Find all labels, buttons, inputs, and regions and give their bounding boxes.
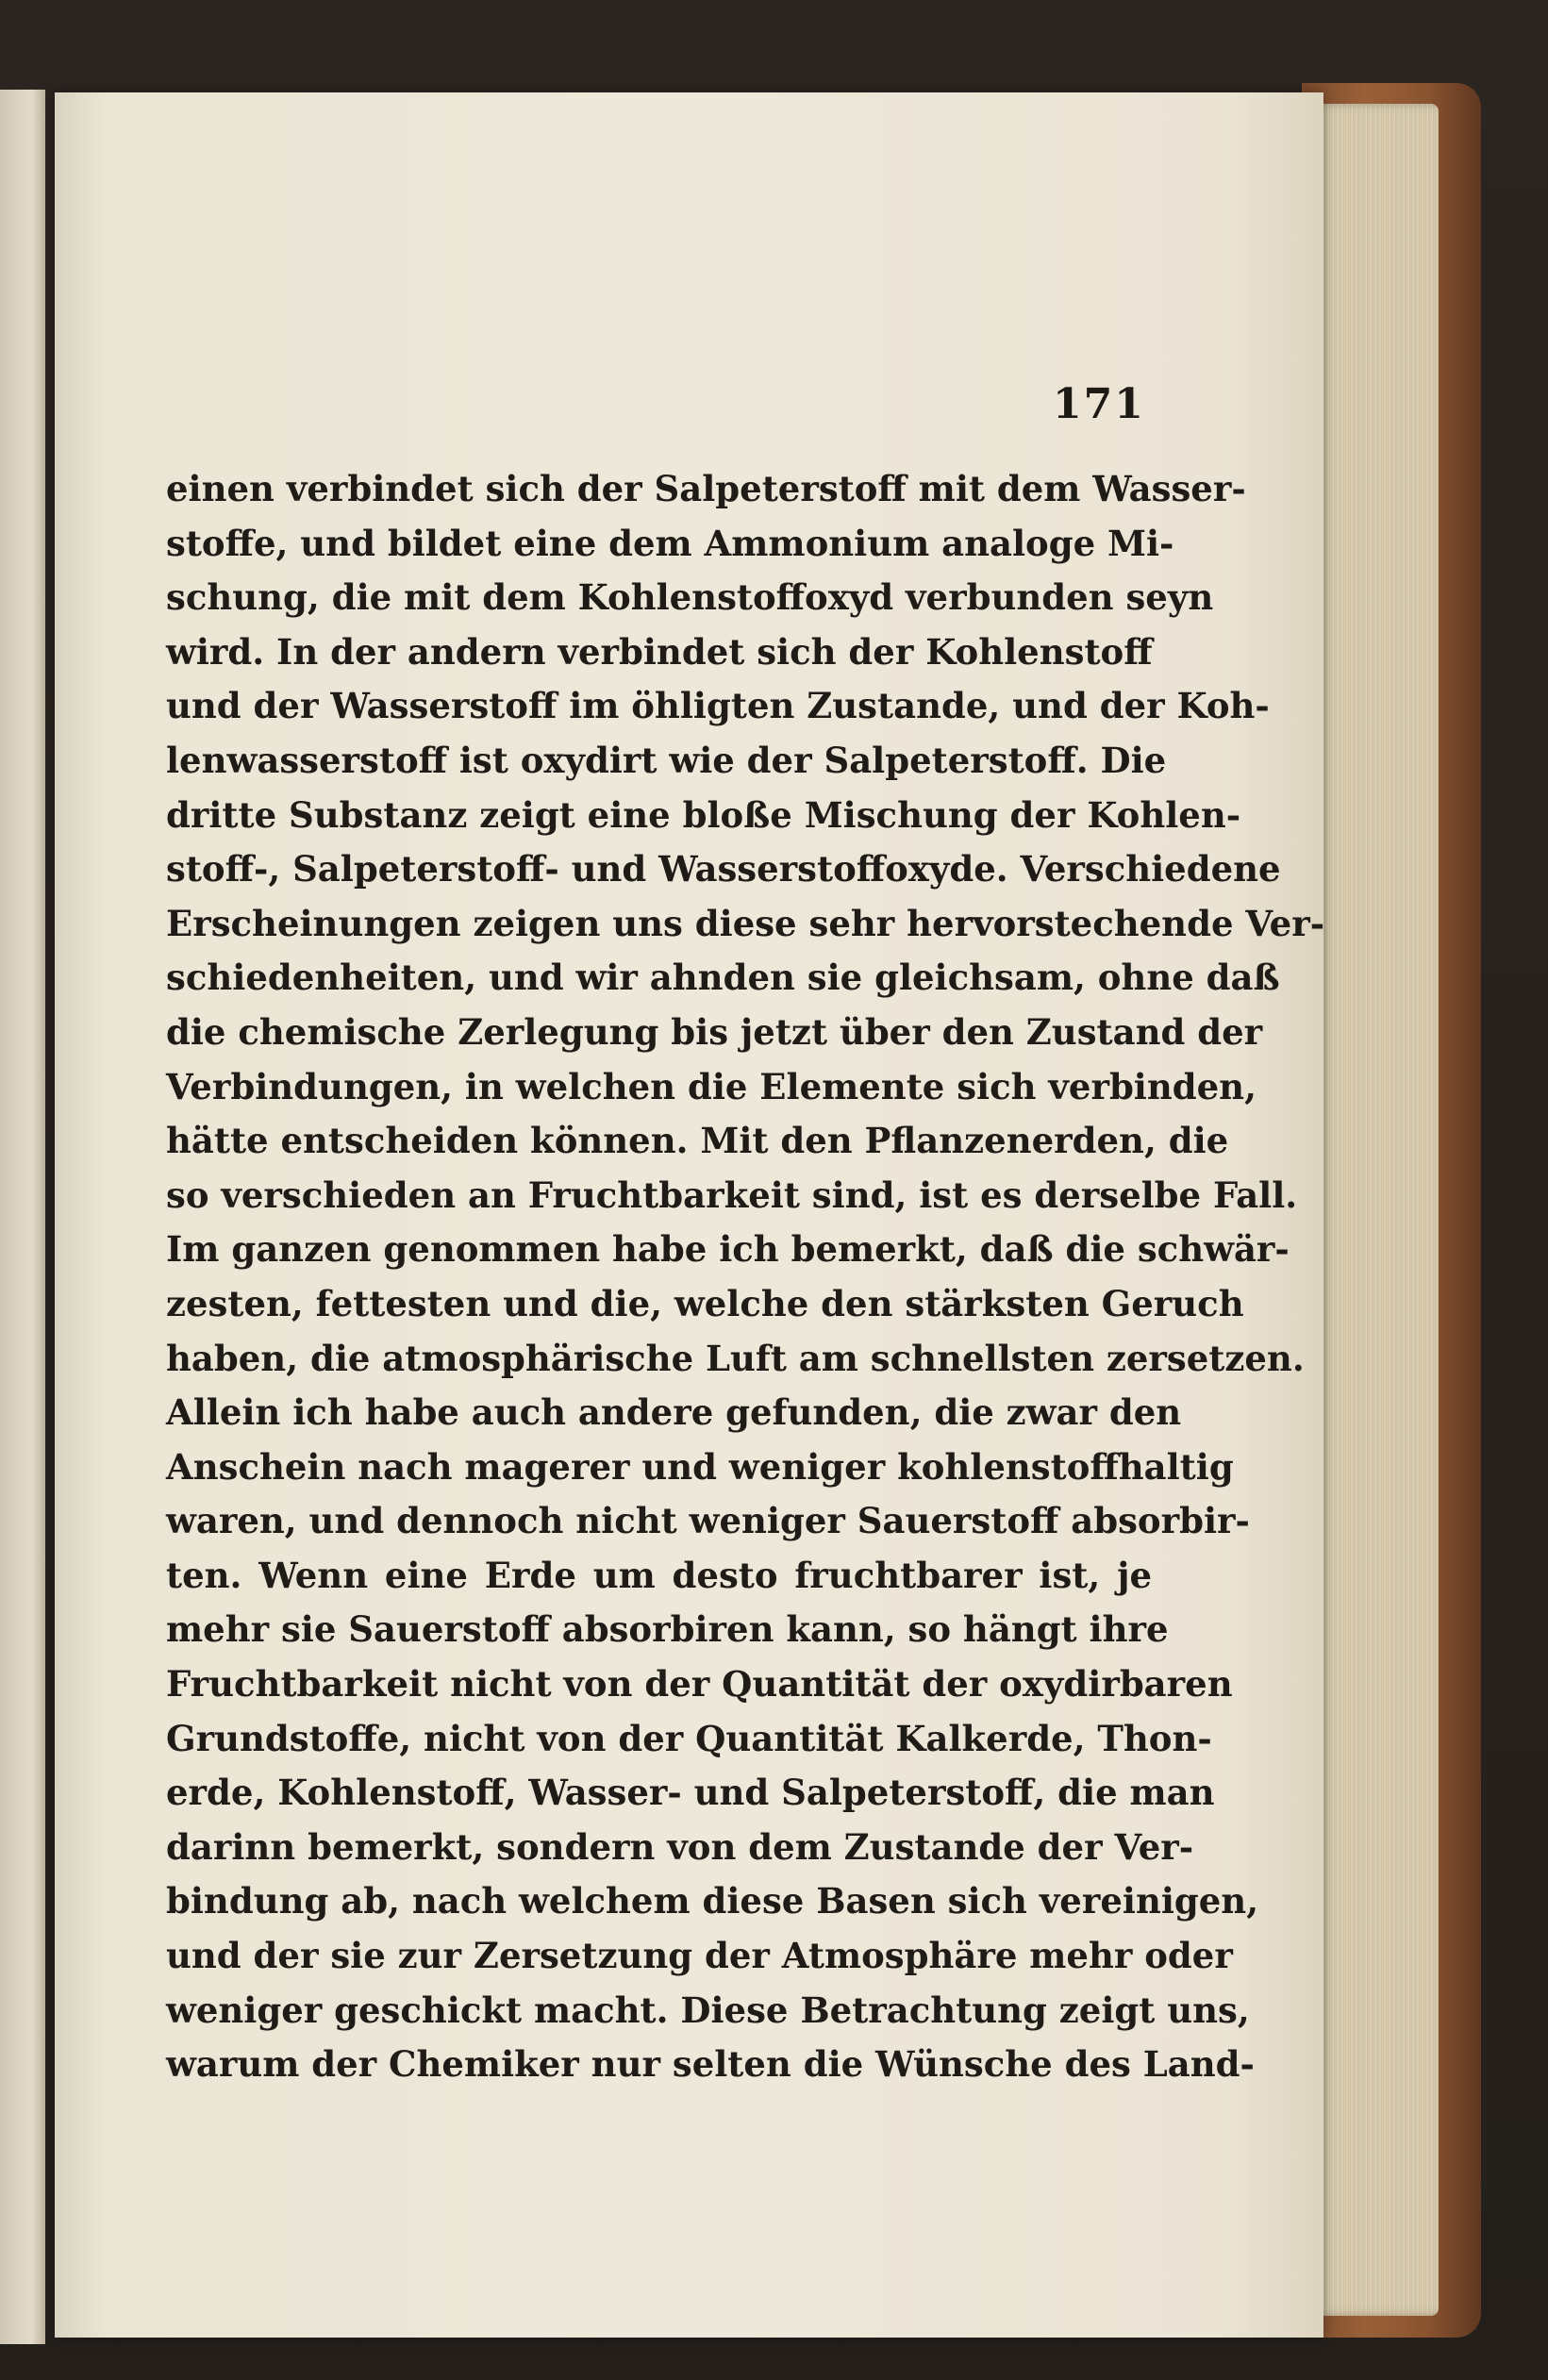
text-line: stoff-, Salpeterstoff- und Wasserstoffoxyde. Verschiedene bbox=[166, 848, 1281, 890]
text-line: Anschein nach magerer und weniger kohlenstoffhaltig bbox=[166, 1445, 1234, 1488]
text-line: schiedenheiten, und wir ahnden sie gleichsam, ohne daß bbox=[166, 957, 1280, 999]
text-line: mehr sie Sauerstoff absorbiren kann, so hängt ihre bbox=[166, 1608, 1169, 1651]
text-line: waren, und dennoch nicht weniger Sauerstoff absorbir- bbox=[166, 1500, 1250, 1542]
text-line: stoffe, und bildet eine dem Ammonium analoge Mi- bbox=[166, 522, 1174, 564]
text-line: und der Wasserstoff im öhligten Zustande, und der Koh- bbox=[166, 685, 1270, 727]
book-page bbox=[55, 92, 1323, 2338]
text-line: wird. In der andern verbindet sich der Kohlenstoff bbox=[166, 630, 1153, 673]
text-line: erde, Kohlenstoff, Wasser- und Salpeterstoff, die man bbox=[166, 1772, 1215, 1814]
text-line: schung, die mit dem Kohlenstoffoxyd verbunden seyn bbox=[166, 576, 1214, 619]
text-line: Grundstoffe, nicht von der Quantität Kalkerde, Thon- bbox=[166, 1717, 1212, 1759]
page-text bbox=[166, 462, 1325, 2092]
text-line: Erscheinungen zeigen uns diese sehr hervorstechende Ver- bbox=[166, 902, 1325, 944]
page-edges bbox=[1316, 104, 1439, 2316]
page-number: 171 bbox=[1053, 380, 1145, 428]
text-line: Verbindungen, in welchen die Elemente sich verbinden, bbox=[166, 1065, 1257, 1107]
text-line: hätte entscheiden können. Mit den Pflanzenerden, die bbox=[166, 1120, 1229, 1162]
text-line: einen verbindet sich der Salpeterstoff mit dem Wasser- bbox=[166, 468, 1246, 509]
left-page-edge bbox=[0, 90, 45, 2344]
text-line: darinn bemerkt, sondern von dem Zustande der Ver- bbox=[166, 1825, 1194, 1868]
text-line: zesten, fettesten und die, welche den stärksten Geruch bbox=[166, 1282, 1244, 1324]
text-line: und der sie zur Zersetzung der Atmosphäre mehr oder bbox=[166, 1935, 1233, 1977]
text-line: lenwasserstoff ist oxydirt wie der Salpeterstoff. Die bbox=[166, 739, 1167, 781]
text-line: dritte Substanz zeigt eine bloße Mischung der Kohlen- bbox=[166, 793, 1241, 836]
text-line: die chemische Zerlegung bis jetzt über den Zustand der bbox=[166, 1010, 1263, 1053]
text-line: haben, die atmosphärische Luft am schnellsten zersetzen. bbox=[166, 1337, 1305, 1379]
text-line: Im ganzen genommen habe ich bemerkt, daß die schwär- bbox=[166, 1228, 1290, 1271]
text-line: so verschieden an Fruchtbarkeit sind, ist es derselbe Fall. bbox=[166, 1173, 1298, 1216]
text-line: bindung ab, nach welchem diese Basen sich vereinigen, bbox=[166, 1880, 1259, 1922]
text-line: Fruchtbarkeit nicht von der Quantität der oxydirbaren bbox=[166, 1663, 1233, 1706]
text-line: warum der Chemiker nur selten die Wünsche des Land- bbox=[166, 2043, 1255, 2086]
text-line: Allein ich habe auch andere gefunden, die zwar den bbox=[166, 1391, 1182, 1434]
text-line: weniger geschickt macht. Diese Betrachtung zeigt uns, bbox=[166, 1989, 1250, 2031]
text-line: ten. Wenn eine Erde um desto fruchtbarer ist, je bbox=[166, 1554, 1152, 1596]
